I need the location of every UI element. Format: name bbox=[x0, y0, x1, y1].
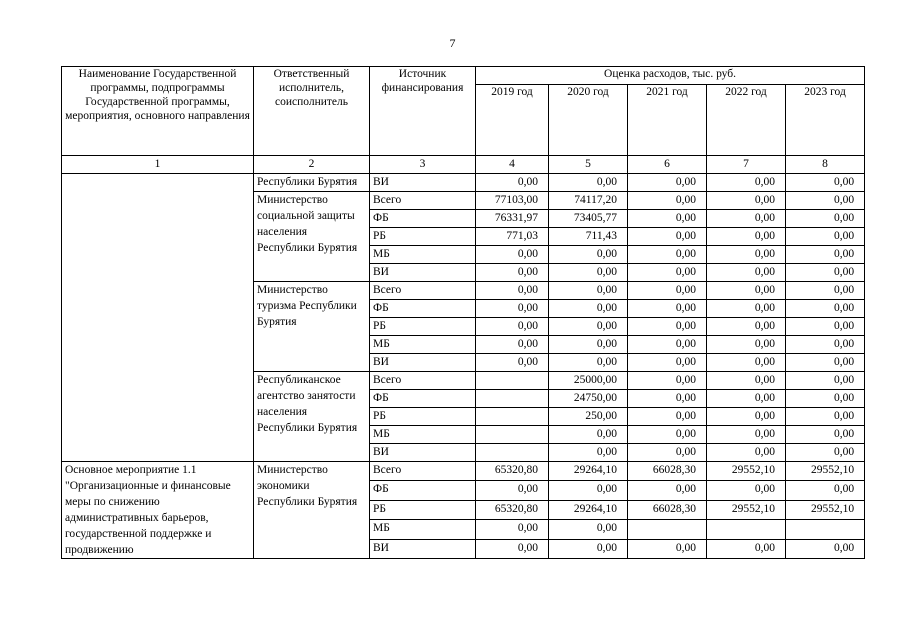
executor-cell: Министерство социальной защиты населения Республики Бурятия bbox=[254, 192, 370, 282]
value-cell: 0,00 bbox=[549, 246, 628, 264]
table-row bbox=[62, 462, 865, 481]
value-cell: 0,00 bbox=[628, 264, 707, 282]
value-cell: 711,43 bbox=[549, 228, 628, 246]
value-cell: 0,00 bbox=[628, 539, 707, 558]
value-cell: 0,00 bbox=[628, 372, 707, 390]
header-executor: Ответственный исполнитель, соисполнитель bbox=[254, 67, 370, 156]
value-cell: 0,00 bbox=[628, 426, 707, 444]
column-number: 3 bbox=[370, 156, 476, 174]
value-cell: 0,00 bbox=[707, 318, 786, 336]
value-cell: 0,00 bbox=[476, 246, 549, 264]
source-cell: ВИ bbox=[370, 444, 476, 462]
value-cell: 0,00 bbox=[707, 282, 786, 300]
value-cell: 66028,30 bbox=[628, 500, 707, 519]
value-cell: 771,03 bbox=[476, 228, 549, 246]
value-cell: 0,00 bbox=[707, 426, 786, 444]
source-cell: ВИ bbox=[370, 174, 476, 192]
column-number: 8 bbox=[786, 156, 865, 174]
source-cell: МБ bbox=[370, 426, 476, 444]
value-cell: 0,00 bbox=[476, 264, 549, 282]
value-cell: 0,00 bbox=[707, 408, 786, 426]
header-source: Источник финансирования bbox=[370, 67, 476, 156]
value-cell bbox=[476, 390, 549, 408]
value-cell: 0,00 bbox=[628, 300, 707, 318]
budget-table bbox=[61, 66, 865, 559]
value-cell: 0,00 bbox=[628, 318, 707, 336]
header-year: 2022 год bbox=[707, 85, 786, 156]
value-cell: 0,00 bbox=[786, 408, 865, 426]
value-cell: 0,00 bbox=[786, 282, 865, 300]
value-cell bbox=[628, 520, 707, 539]
value-cell: 0,00 bbox=[628, 481, 707, 500]
page-number: 7 bbox=[449, 36, 456, 50]
source-cell: ВИ bbox=[370, 354, 476, 372]
value-cell: 0,00 bbox=[707, 539, 786, 558]
source-cell: Всего bbox=[370, 192, 476, 210]
source-cell: ФБ bbox=[370, 300, 476, 318]
value-cell: 0,00 bbox=[628, 390, 707, 408]
executor-cell: Министерство туризма Республики Бурятия bbox=[254, 282, 370, 372]
source-cell: МБ bbox=[370, 520, 476, 539]
executor-cell: Республиканское агентство занятости населения Республики Бурятия bbox=[254, 372, 370, 462]
source-cell: Всего bbox=[370, 462, 476, 481]
value-cell: 76331,97 bbox=[476, 210, 549, 228]
value-cell: 0,00 bbox=[707, 336, 786, 354]
value-cell: 0,00 bbox=[707, 264, 786, 282]
value-cell: 0,00 bbox=[786, 539, 865, 558]
source-cell: ВИ bbox=[370, 539, 476, 558]
source-cell: РБ bbox=[370, 318, 476, 336]
value-cell: 0,00 bbox=[628, 246, 707, 264]
value-cell: 0,00 bbox=[707, 210, 786, 228]
value-cell: 0,00 bbox=[549, 318, 628, 336]
value-cell: 0,00 bbox=[707, 444, 786, 462]
value-cell: 0,00 bbox=[786, 300, 865, 318]
value-cell: 25000,00 bbox=[549, 372, 628, 390]
value-cell: 0,00 bbox=[707, 228, 786, 246]
value-cell: 0,00 bbox=[476, 300, 549, 318]
source-cell: ФБ bbox=[370, 210, 476, 228]
column-number: 2 bbox=[254, 156, 370, 174]
value-cell: 0,00 bbox=[707, 246, 786, 264]
header-year: 2023 год bbox=[786, 85, 865, 156]
value-cell: 0,00 bbox=[549, 174, 628, 192]
table-row bbox=[62, 174, 865, 192]
value-cell bbox=[476, 372, 549, 390]
value-cell: 0,00 bbox=[476, 282, 549, 300]
value-cell: 0,00 bbox=[549, 520, 628, 539]
value-cell: 0,00 bbox=[786, 318, 865, 336]
header-name: Наименование Государственной программы, подпрограммы Государственной программы, мероприятия, основного направления bbox=[62, 67, 254, 156]
column-number: 6 bbox=[628, 156, 707, 174]
value-cell: 0,00 bbox=[476, 539, 549, 558]
value-cell: 0,00 bbox=[549, 300, 628, 318]
value-cell: 0,00 bbox=[628, 228, 707, 246]
value-cell: 0,00 bbox=[628, 444, 707, 462]
value-cell: 0,00 bbox=[549, 426, 628, 444]
value-cell: 0,00 bbox=[628, 192, 707, 210]
value-cell: 0,00 bbox=[786, 372, 865, 390]
value-cell: 0,00 bbox=[786, 426, 865, 444]
value-cell: 0,00 bbox=[476, 520, 549, 539]
value-cell: 0,00 bbox=[476, 481, 549, 500]
program-name-cell: Основное мероприятие 1.1 "Организационные и финансовые меры по снижению административных барьеров, государственной поддержке и продвижению bbox=[62, 462, 254, 559]
value-cell: 24750,00 bbox=[549, 390, 628, 408]
value-cell: 0,00 bbox=[628, 174, 707, 192]
column-number: 5 bbox=[549, 156, 628, 174]
value-cell: 0,00 bbox=[549, 481, 628, 500]
value-cell: 0,00 bbox=[707, 390, 786, 408]
source-cell: РБ bbox=[370, 228, 476, 246]
header-year: 2019 год bbox=[476, 85, 549, 156]
source-cell: МБ bbox=[370, 336, 476, 354]
value-cell: 0,00 bbox=[707, 174, 786, 192]
value-cell: 29264,10 bbox=[549, 462, 628, 481]
value-cell: 0,00 bbox=[549, 354, 628, 372]
source-cell: РБ bbox=[370, 408, 476, 426]
value-cell: 0,00 bbox=[549, 444, 628, 462]
value-cell: 0,00 bbox=[628, 354, 707, 372]
value-cell: 0,00 bbox=[476, 336, 549, 354]
value-cell: 0,00 bbox=[549, 539, 628, 558]
value-cell: 29552,10 bbox=[786, 462, 865, 481]
value-cell bbox=[476, 426, 549, 444]
value-cell bbox=[476, 444, 549, 462]
source-cell: ФБ bbox=[370, 390, 476, 408]
value-cell: 0,00 bbox=[707, 192, 786, 210]
source-cell: РБ bbox=[370, 500, 476, 519]
program-name-cell bbox=[62, 174, 254, 462]
value-cell: 0,00 bbox=[476, 174, 549, 192]
value-cell: 0,00 bbox=[786, 192, 865, 210]
value-cell: 0,00 bbox=[786, 228, 865, 246]
header-estimate: Оценка расходов, тыс. руб. bbox=[476, 67, 865, 85]
value-cell bbox=[707, 520, 786, 539]
value-cell: 0,00 bbox=[707, 481, 786, 500]
source-cell: ФБ bbox=[370, 481, 476, 500]
value-cell: 0,00 bbox=[628, 210, 707, 228]
value-cell: 0,00 bbox=[628, 282, 707, 300]
value-cell: 0,00 bbox=[628, 336, 707, 354]
value-cell: 0,00 bbox=[549, 336, 628, 354]
value-cell: 0,00 bbox=[786, 336, 865, 354]
value-cell: 0,00 bbox=[786, 264, 865, 282]
value-cell: 66028,30 bbox=[628, 462, 707, 481]
column-number: 1 bbox=[62, 156, 254, 174]
value-cell: 29552,10 bbox=[786, 500, 865, 519]
value-cell: 0,00 bbox=[786, 390, 865, 408]
value-cell: 0,00 bbox=[786, 246, 865, 264]
value-cell: 250,00 bbox=[549, 408, 628, 426]
value-cell: 29552,10 bbox=[707, 500, 786, 519]
value-cell: 0,00 bbox=[549, 282, 628, 300]
source-cell: МБ bbox=[370, 246, 476, 264]
source-cell: ВИ bbox=[370, 264, 476, 282]
value-cell: 65320,80 bbox=[476, 462, 549, 481]
executor-cell: Министерство экономики Республики Бурятия bbox=[254, 462, 370, 559]
value-cell bbox=[476, 408, 549, 426]
value-cell: 0,00 bbox=[786, 174, 865, 192]
value-cell: 73405,77 bbox=[549, 210, 628, 228]
value-cell: 0,00 bbox=[786, 354, 865, 372]
value-cell: 0,00 bbox=[707, 354, 786, 372]
source-cell: Всего bbox=[370, 372, 476, 390]
column-number: 7 bbox=[707, 156, 786, 174]
value-cell: 0,00 bbox=[707, 300, 786, 318]
executor-cell: Республики Бурятия bbox=[254, 174, 370, 192]
value-cell: 0,00 bbox=[549, 264, 628, 282]
value-cell: 65320,80 bbox=[476, 500, 549, 519]
value-cell: 77103,00 bbox=[476, 192, 549, 210]
value-cell bbox=[786, 520, 865, 539]
source-cell: Всего bbox=[370, 282, 476, 300]
column-number: 4 bbox=[476, 156, 549, 174]
value-cell: 0,00 bbox=[786, 481, 865, 500]
header-year: 2021 год bbox=[628, 85, 707, 156]
value-cell: 29264,10 bbox=[549, 500, 628, 519]
value-cell: 0,00 bbox=[476, 318, 549, 336]
value-cell: 0,00 bbox=[707, 372, 786, 390]
value-cell: 0,00 bbox=[476, 354, 549, 372]
value-cell: 29552,10 bbox=[707, 462, 786, 481]
value-cell: 74117,20 bbox=[549, 192, 628, 210]
value-cell: 0,00 bbox=[786, 210, 865, 228]
value-cell: 0,00 bbox=[628, 408, 707, 426]
value-cell: 0,00 bbox=[786, 444, 865, 462]
header-year: 2020 год bbox=[549, 85, 628, 156]
